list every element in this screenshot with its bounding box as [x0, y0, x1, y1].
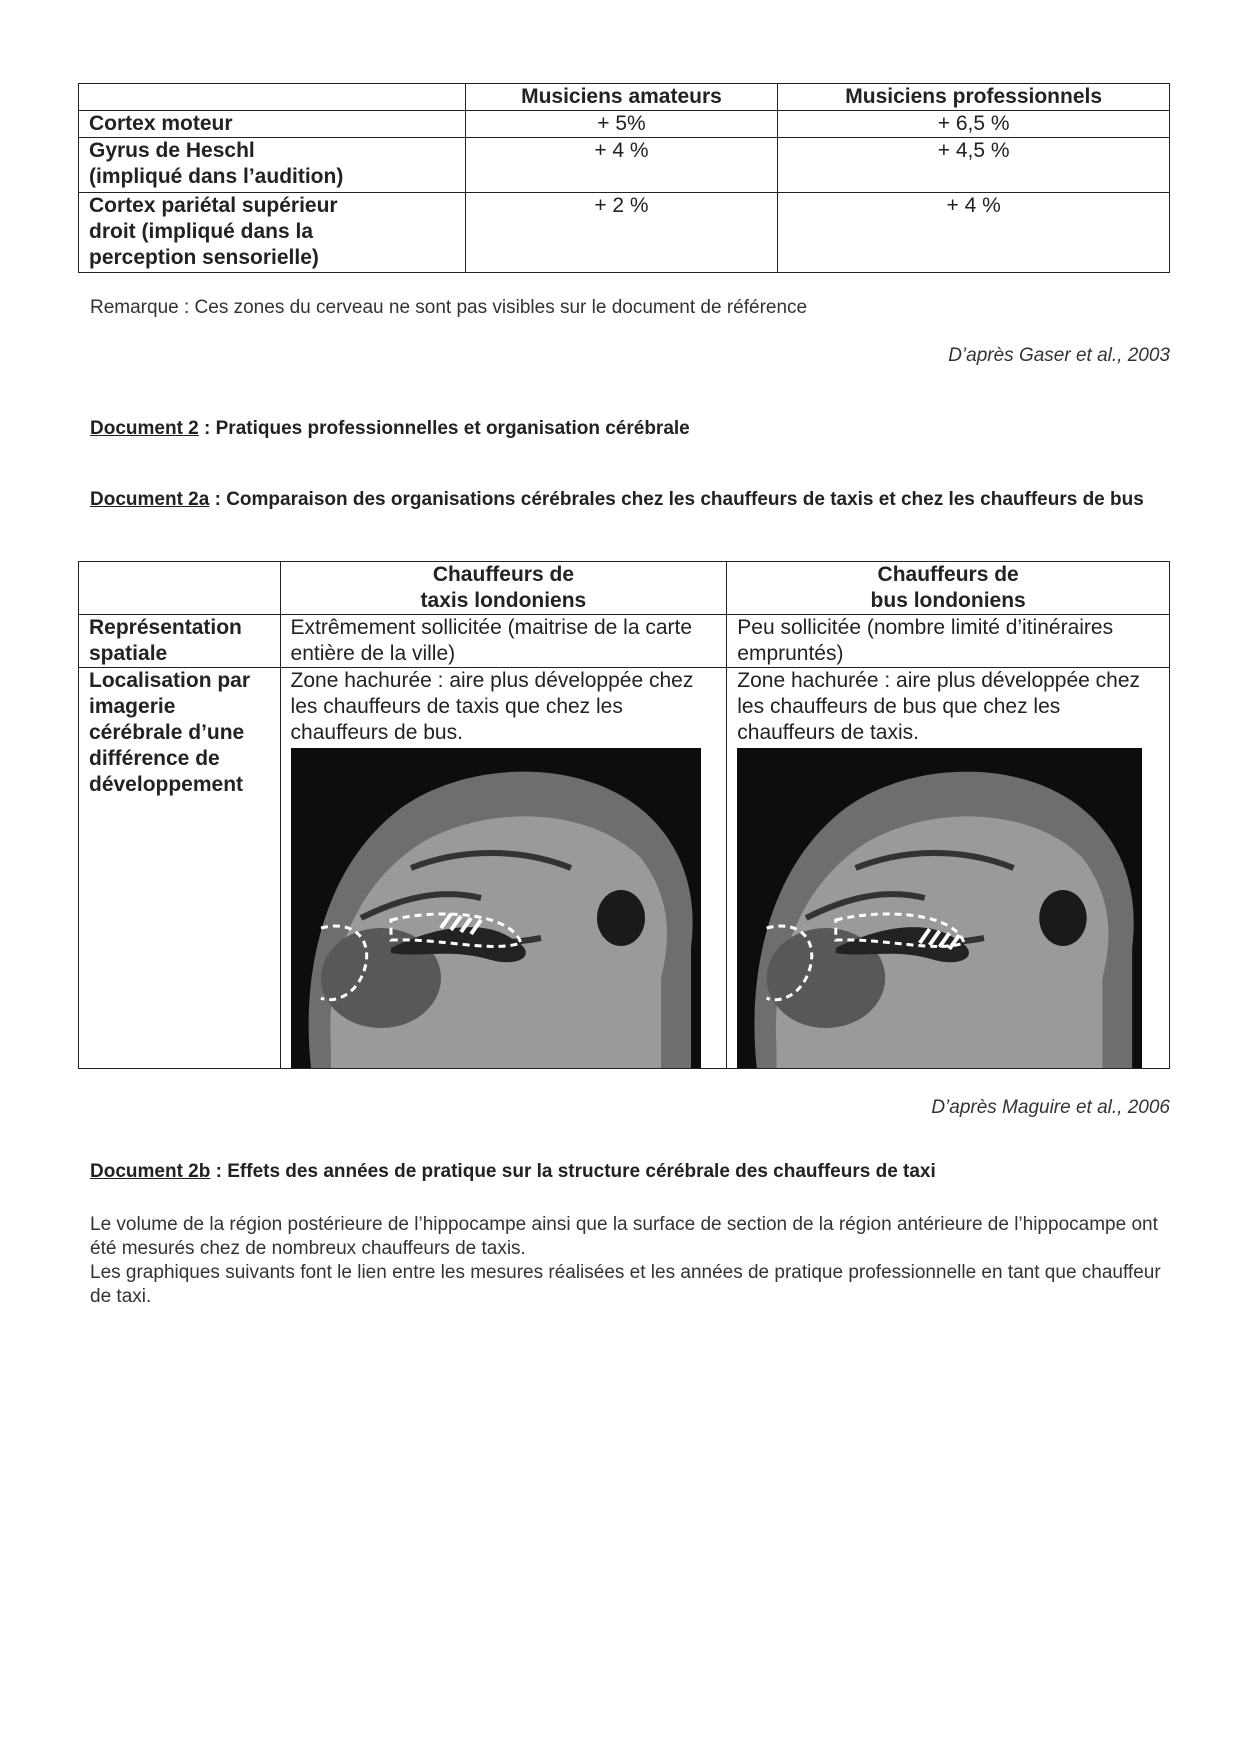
bus-description: Zone hachurée : aire plus développée chez les chauffeurs de bus que chez les chauffeurs de taxis.: [737, 669, 1141, 744]
paragraph-2: Les graphiques suivants font le lien entre les mesures réalisées et les années de pratique professionnelle en tant que chauffeur de taxi.: [90, 1262, 1161, 1307]
bus-value: Peu sollicitée (nombre limité d’itinéraires empruntés): [727, 615, 1170, 668]
row-label: Cortex pariétal supérieur droit (impliqué dans la perception sensorielle): [79, 193, 466, 273]
doc2-title: : Pratiques professionnelles et organisation cérébrale: [198, 418, 690, 439]
source-gaser: D’après Gaser et al., 2003: [948, 345, 1170, 366]
professionnels-value: + 6,5 %: [778, 111, 1170, 138]
row-label: Localisation par imagerie cérébrale d’une différence de développement: [79, 668, 281, 1069]
doc2b-paragraph: [90, 1213, 1170, 1309]
doc2b-title: : Effets des années de pratique sur la structure cérébrale des chauffeurs de taxi: [210, 1161, 936, 1182]
table-header-row: [79, 84, 1170, 111]
amateurs-value: + 5%: [465, 111, 778, 138]
doc2b-ref: Document 2b: [90, 1161, 211, 1182]
table-row: [79, 615, 1170, 668]
table-header-amateurs: Musiciens amateurs: [465, 84, 778, 111]
table-header-professionnels: Musiciens professionnels: [778, 84, 1170, 111]
taxi-description: Zone hachurée : aire plus développée chez les chauffeurs de taxis que chez les chauffeurs de bus.: [290, 669, 694, 744]
row-label: Gyrus de Heschl (impliqué dans l’audition): [79, 138, 466, 193]
row-label: Représentation spatiale: [79, 615, 281, 668]
row-label: Cortex moteur: [79, 111, 466, 138]
doc2b-heading: [90, 1160, 1180, 1184]
table-row: [79, 111, 1170, 138]
taxi-cell: [280, 668, 727, 1069]
mri-image-bus: [737, 748, 1142, 1068]
taxi-value: Extrêmement sollicitée (maitrise de la carte entière de la ville): [280, 615, 727, 668]
amateurs-value: + 4 %: [465, 138, 778, 193]
table-header-taxi: Chauffeurs de taxis londoniens: [280, 562, 727, 615]
doc2-ref: Document 2: [90, 418, 199, 439]
doc2-heading: [90, 417, 1180, 441]
doc2a-title: : Comparaison des organisations cérébrales chez les chauffeurs de taxis et chez les chauffeurs de bus: [209, 489, 1144, 510]
mri-image-taxi: [291, 748, 701, 1068]
table-header-row: [79, 562, 1170, 615]
musicians-table: [78, 83, 1170, 273]
source-maguire: D’après Maguire et al., 2006: [931, 1097, 1170, 1118]
professionnels-value: + 4,5 %: [778, 138, 1170, 193]
remark: Remarque : Ces zones du cerveau ne sont pas visibles sur le document de référence: [90, 297, 808, 318]
table-header-bus: Chauffeurs de bus londoniens: [727, 562, 1170, 615]
table-header-empty: [79, 562, 281, 615]
drivers-table: [78, 561, 1170, 1069]
doc2a-ref: Document 2a: [90, 489, 210, 510]
table-row: [79, 138, 1170, 193]
doc2a-heading: [90, 488, 1180, 512]
table-row: [79, 193, 1170, 273]
table-row: [79, 668, 1170, 1069]
amateurs-value: + 2 %: [465, 193, 778, 273]
bus-cell: [727, 668, 1170, 1069]
table-header-empty: [79, 84, 466, 111]
professionnels-value: + 4 %: [778, 193, 1170, 273]
paragraph-1: Le volume de la région postérieure de l’hippocampe ainsi que la surface de section de la région antérieure de l’hippocampe ont été mesurés chez de nombreux chauffeurs de taxis.: [90, 1214, 1158, 1259]
